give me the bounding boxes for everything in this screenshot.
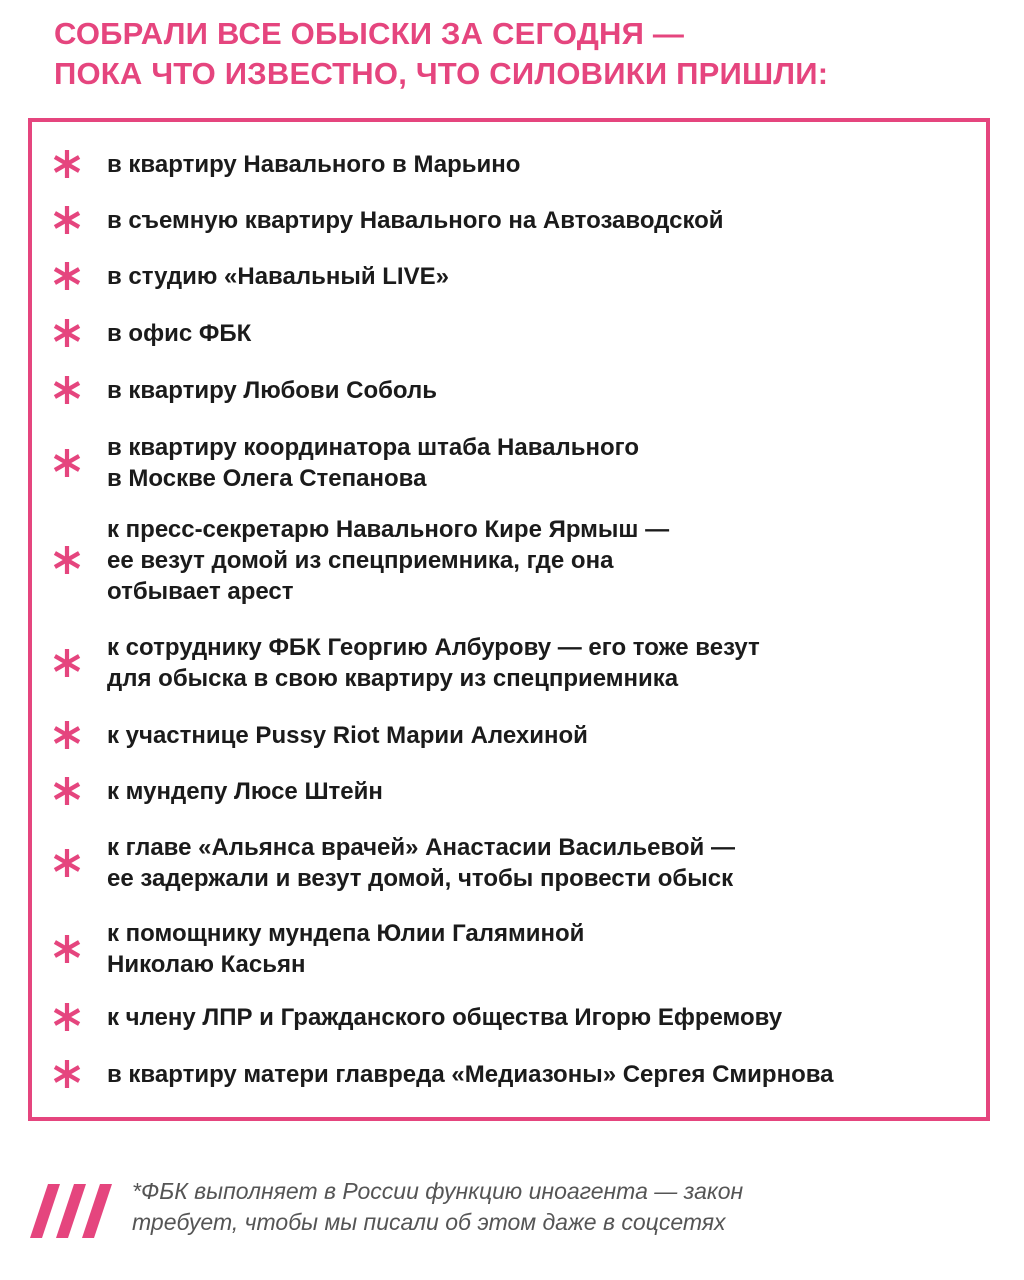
list-item (107, 261, 1007, 292)
list-item-line: Николаю Касьян (107, 951, 306, 978)
list-item (107, 632, 1007, 694)
asterisk-bullet-icon (51, 1001, 83, 1033)
list-item-text (107, 432, 639, 494)
list-item-line: ее везут домой из спецприемника, где она (107, 546, 614, 574)
list-item-line: к мундепу Люсе Штейн (107, 777, 383, 805)
asterisk-bullet-icon (51, 847, 83, 879)
list-item (107, 918, 1007, 980)
list-item-text (107, 918, 584, 980)
list-item (107, 205, 1007, 236)
list-item (107, 318, 1007, 349)
asterisk-bullet-icon (51, 1058, 83, 1090)
footnote-line-2: требует, чтобы мы писали об этом даже в соцсетях (132, 1209, 726, 1235)
list-item-line: в квартиру матери главреда «Медиазоны» Сергея Смирнова (107, 1060, 834, 1088)
list-item-line: отбывает арест (107, 577, 294, 605)
list-item-line: к пресс-секретарю Навального Кире Ярмыш — (107, 515, 670, 543)
list-item-text (107, 776, 383, 807)
list-item (107, 1002, 1007, 1033)
list-item-line: в квартиру Любови Соболь (107, 376, 437, 404)
list-item-line: в съемную квартиру Навального на Автозаводской (107, 206, 724, 234)
list-item-line: в квартиру Навального в Марьино (107, 150, 521, 178)
asterisk-bullet-icon (51, 647, 83, 679)
asterisk-bullet-icon (51, 544, 83, 576)
list-item (107, 720, 1007, 751)
list-item-text (107, 205, 724, 236)
list-item (107, 832, 1007, 894)
list-item-text (107, 832, 735, 894)
footnote-line-1: *ФБК выполняет в России функцию иноагента — закон (132, 1178, 744, 1204)
asterisk-bullet-icon (51, 317, 83, 349)
asterisk-bullet-icon (51, 933, 83, 965)
list-item-text (107, 514, 669, 607)
list-item-line: к главе «Альянса врачей» Анастасии Васильевой — (107, 834, 735, 861)
list-item-text (107, 318, 251, 349)
list-item (107, 514, 1007, 607)
tvrain-logo-icon (30, 1182, 114, 1240)
list-item (107, 1059, 1007, 1090)
list-item-text (107, 149, 520, 180)
list-item-line: к помощнику мундепа Юлии Галяминой (107, 920, 585, 947)
list-item-line: в Москве Олега Степанова (107, 465, 427, 492)
asterisk-bullet-icon (51, 148, 83, 180)
asterisk-bullet-icon (51, 447, 83, 479)
list-item-text (107, 1002, 782, 1033)
list-item-line: к сотруднику ФБК Георгию Албурову — его тоже везут (107, 634, 760, 661)
headline (54, 14, 1004, 94)
list-item-line: к члену ЛПР и Гражданского общества Игорю Ефремову (107, 1003, 783, 1031)
footnote (132, 1176, 743, 1238)
list-item (107, 375, 1007, 406)
asterisk-bullet-icon (51, 775, 83, 807)
list-item (107, 149, 1007, 180)
list-item-text (107, 720, 588, 751)
list-item-text (107, 1059, 834, 1090)
list-item-line: в студию «Навальный LIVE» (107, 262, 449, 290)
list-item-text (107, 632, 760, 694)
asterisk-bullet-icon (51, 374, 83, 406)
list-item-text (107, 375, 437, 406)
list-item-text (107, 261, 449, 292)
list-item (107, 776, 1007, 807)
list-item-line: в квартиру координатора штаба Навального (107, 434, 640, 461)
asterisk-bullet-icon (51, 204, 83, 236)
list-item-line: ее задержали и везут домой, чтобы провести обыск (107, 865, 734, 892)
list-item-line: для обыска в свою квартиру из спецприемника (107, 665, 679, 692)
headline-line-2: ПОКА ЧТО ИЗВЕСТНО, ЧТО СИЛОВИКИ ПРИШЛИ: (54, 56, 829, 91)
list-item-line: в офис ФБК (107, 319, 252, 347)
headline-line-1: СОБРАЛИ ВСЕ ОБЫСКИ ЗА СЕГОДНЯ — (54, 16, 685, 51)
asterisk-bullet-icon (51, 719, 83, 751)
list-item-line: к участнице Pussy Riot Марии Алехиной (107, 721, 588, 749)
asterisk-bullet-icon (51, 260, 83, 292)
list-item (107, 432, 1007, 494)
